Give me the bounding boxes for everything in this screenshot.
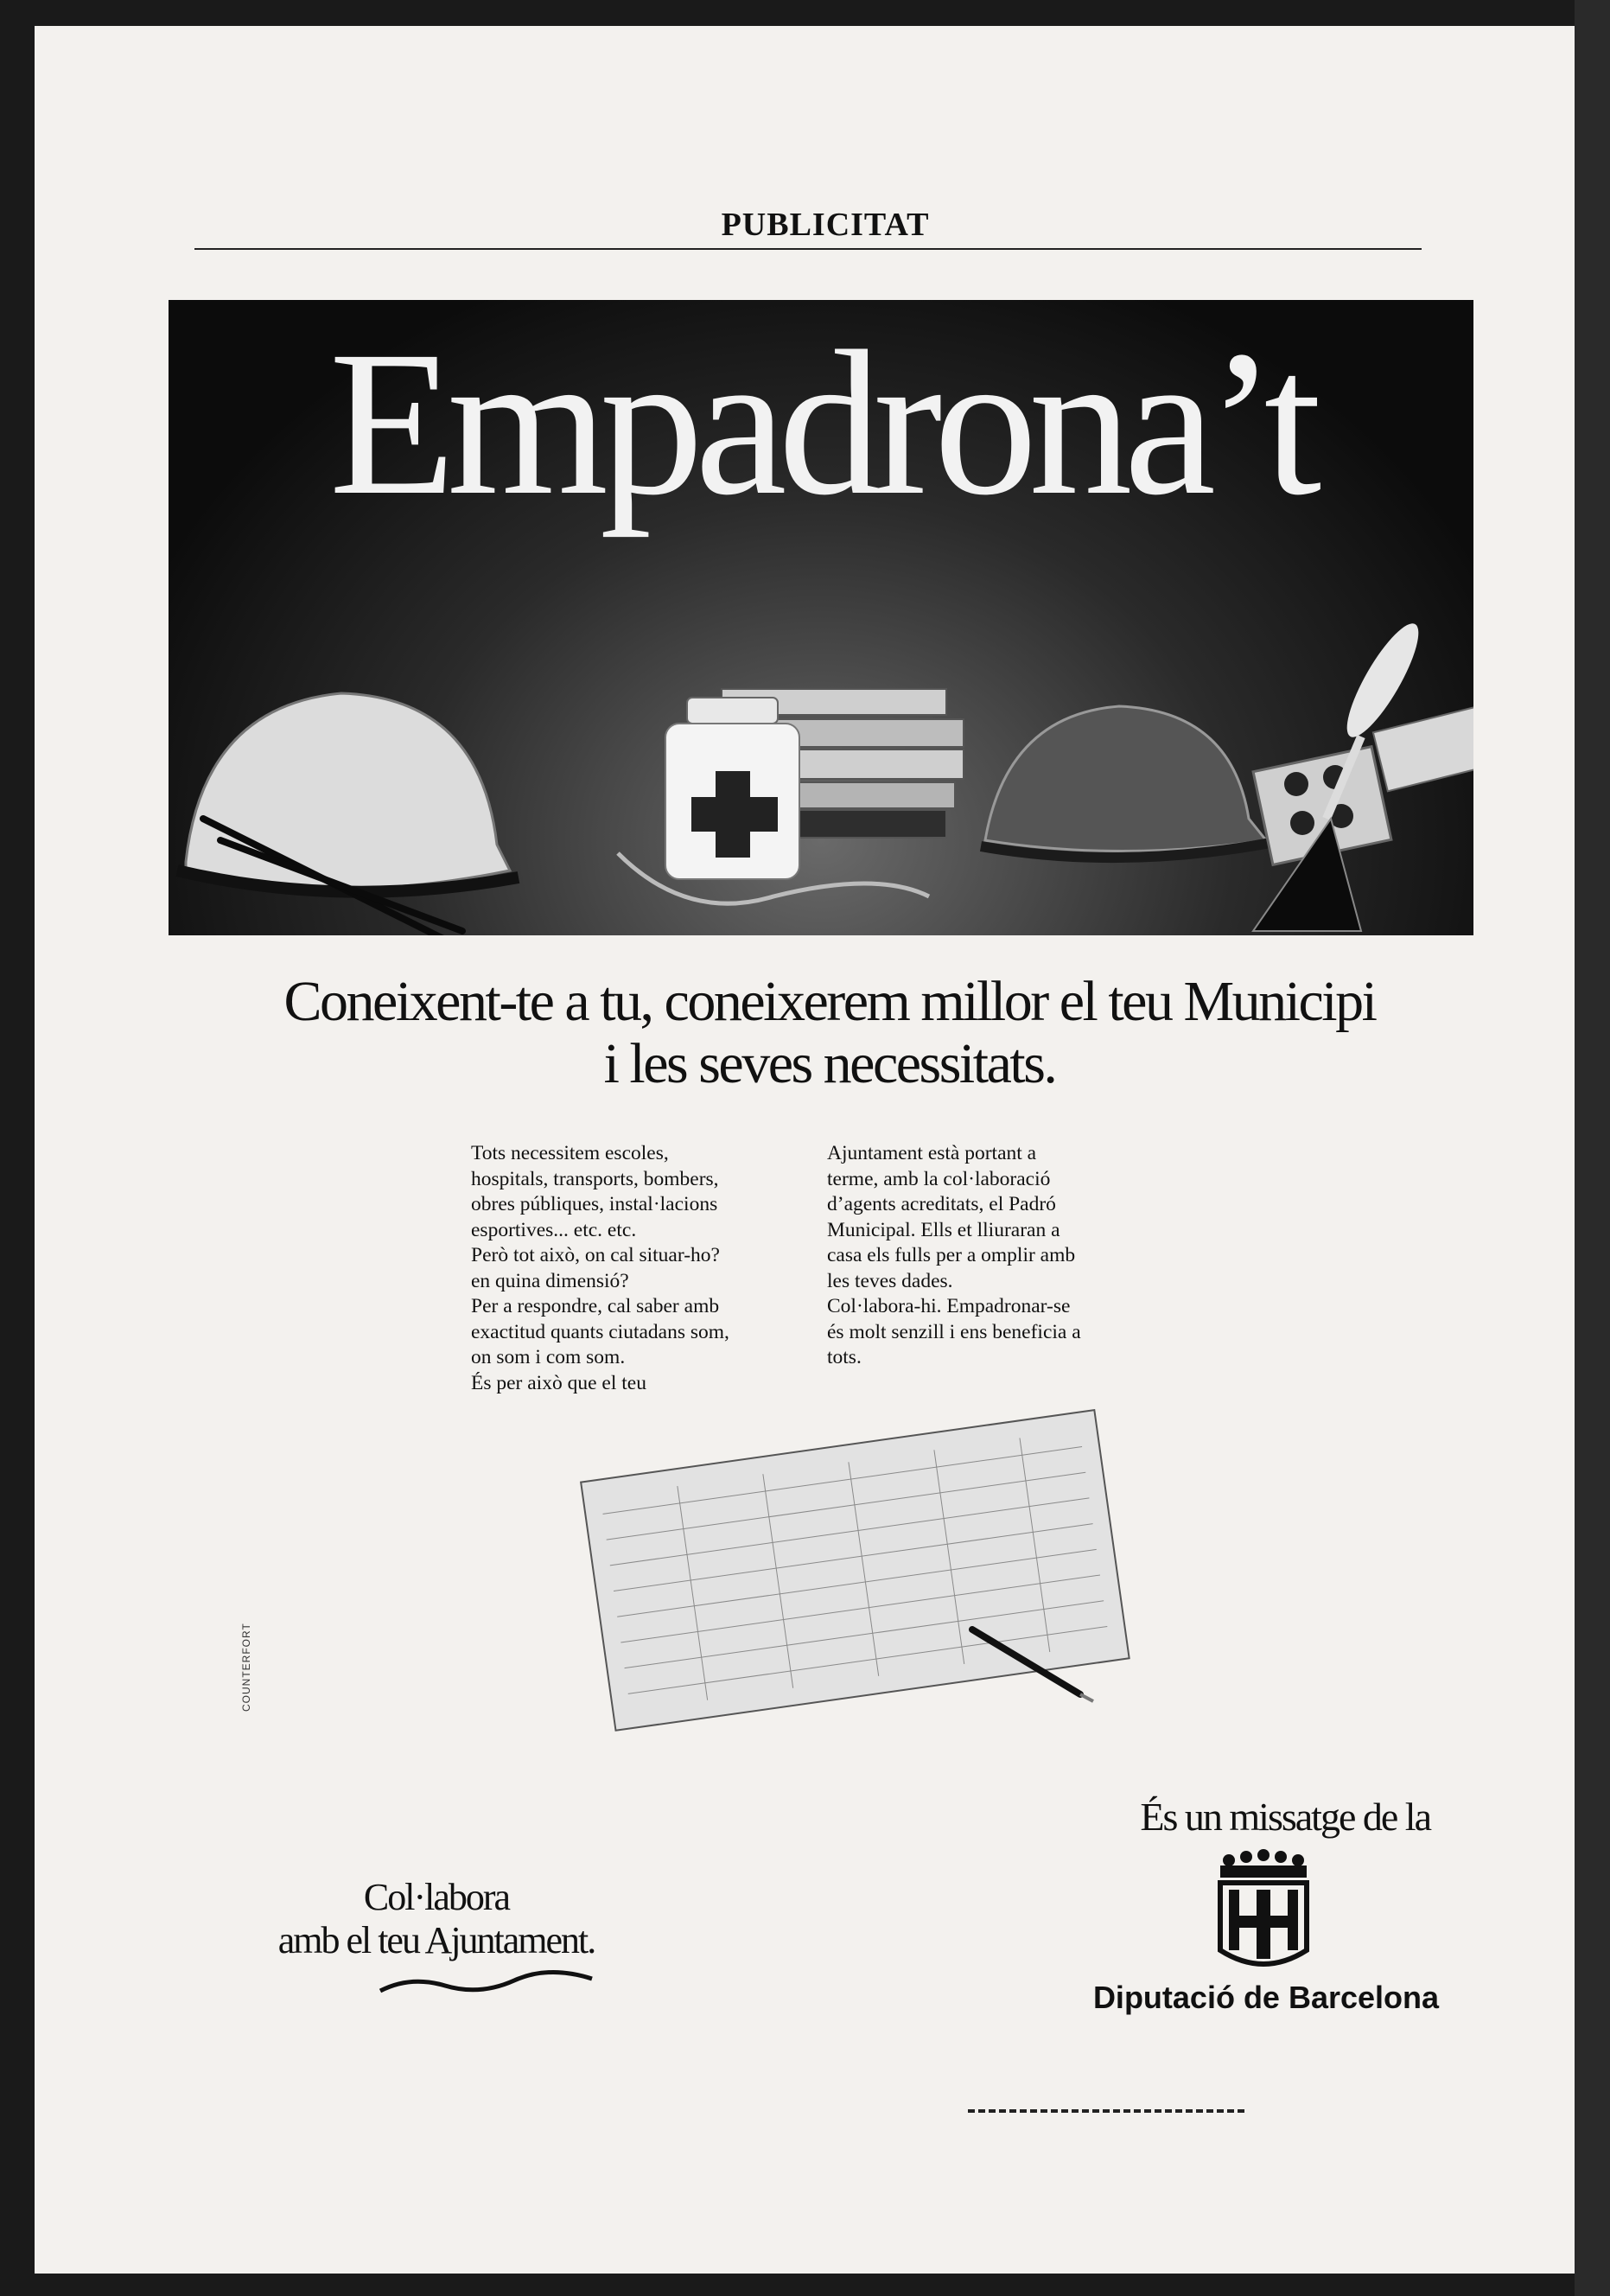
wooden-plank-icon [1373, 699, 1473, 792]
white-helmet-icon [177, 693, 519, 892]
body-column-right [827, 1141, 1173, 1371]
body-column-left [471, 1141, 817, 1396]
hero-photo [169, 300, 1473, 935]
headline-line-2: i les seves necessitats. [603, 1032, 1056, 1095]
section-header: PUBLICITAT [713, 206, 938, 244]
medicine-bottle-icon [665, 698, 799, 879]
signature-flourish [376, 1967, 601, 2001]
hard-hat-icon [981, 706, 1270, 858]
agency-credit: COUNTERFORT [240, 1623, 252, 1712]
slogan-line-1: Col·labora [363, 1876, 510, 1918]
page-binding-edge [1575, 0, 1610, 2296]
header-rule [194, 248, 1422, 250]
organization-name: Diputació de Barcelona [1092, 1980, 1440, 2015]
headline-line-1: Coneixent-te a tu, coneixerem millor el teu Municipi [283, 970, 1376, 1033]
slogan-line-2: amb el teu Ajuntament. [277, 1919, 595, 1961]
ad-title: Empadrona’t [328, 308, 1314, 538]
diputacio-coat-of-arms-icon [1212, 1848, 1315, 1978]
message-label: És un missatge de la [1140, 1795, 1430, 1839]
body-text-left: Tots necessitem escoles, hospitals, transports, bombers, obres públiques, instal·lacions esportives... etc. etc. Però tot això, on cal situar-ho? en quina dimensió? Per a respondre, cal saber amb exactitud quants ciutadans som, on som i com som. És per això que el teu [471, 1142, 729, 1394]
slogan [242, 1876, 631, 1962]
bottom-rule [968, 2109, 1244, 2113]
bleed-through-decoration [1002, 195, 1014, 242]
ad-headline [190, 971, 1469, 1095]
still-life-illustration [169, 300, 1473, 935]
body-text-right: Ajuntament està portant a terme, amb la col·laboració d’agents acreditats, el Padró Municipal. Ells et lliuraran a casa els fulls per a omplir amb les teves dades. Col·labora-hi. Empadronar-se és molt senzill i ens beneficia a tots. [827, 1142, 1081, 1368]
newspaper-page [35, 26, 1575, 2274]
census-form-illustration [562, 1409, 1167, 1738]
